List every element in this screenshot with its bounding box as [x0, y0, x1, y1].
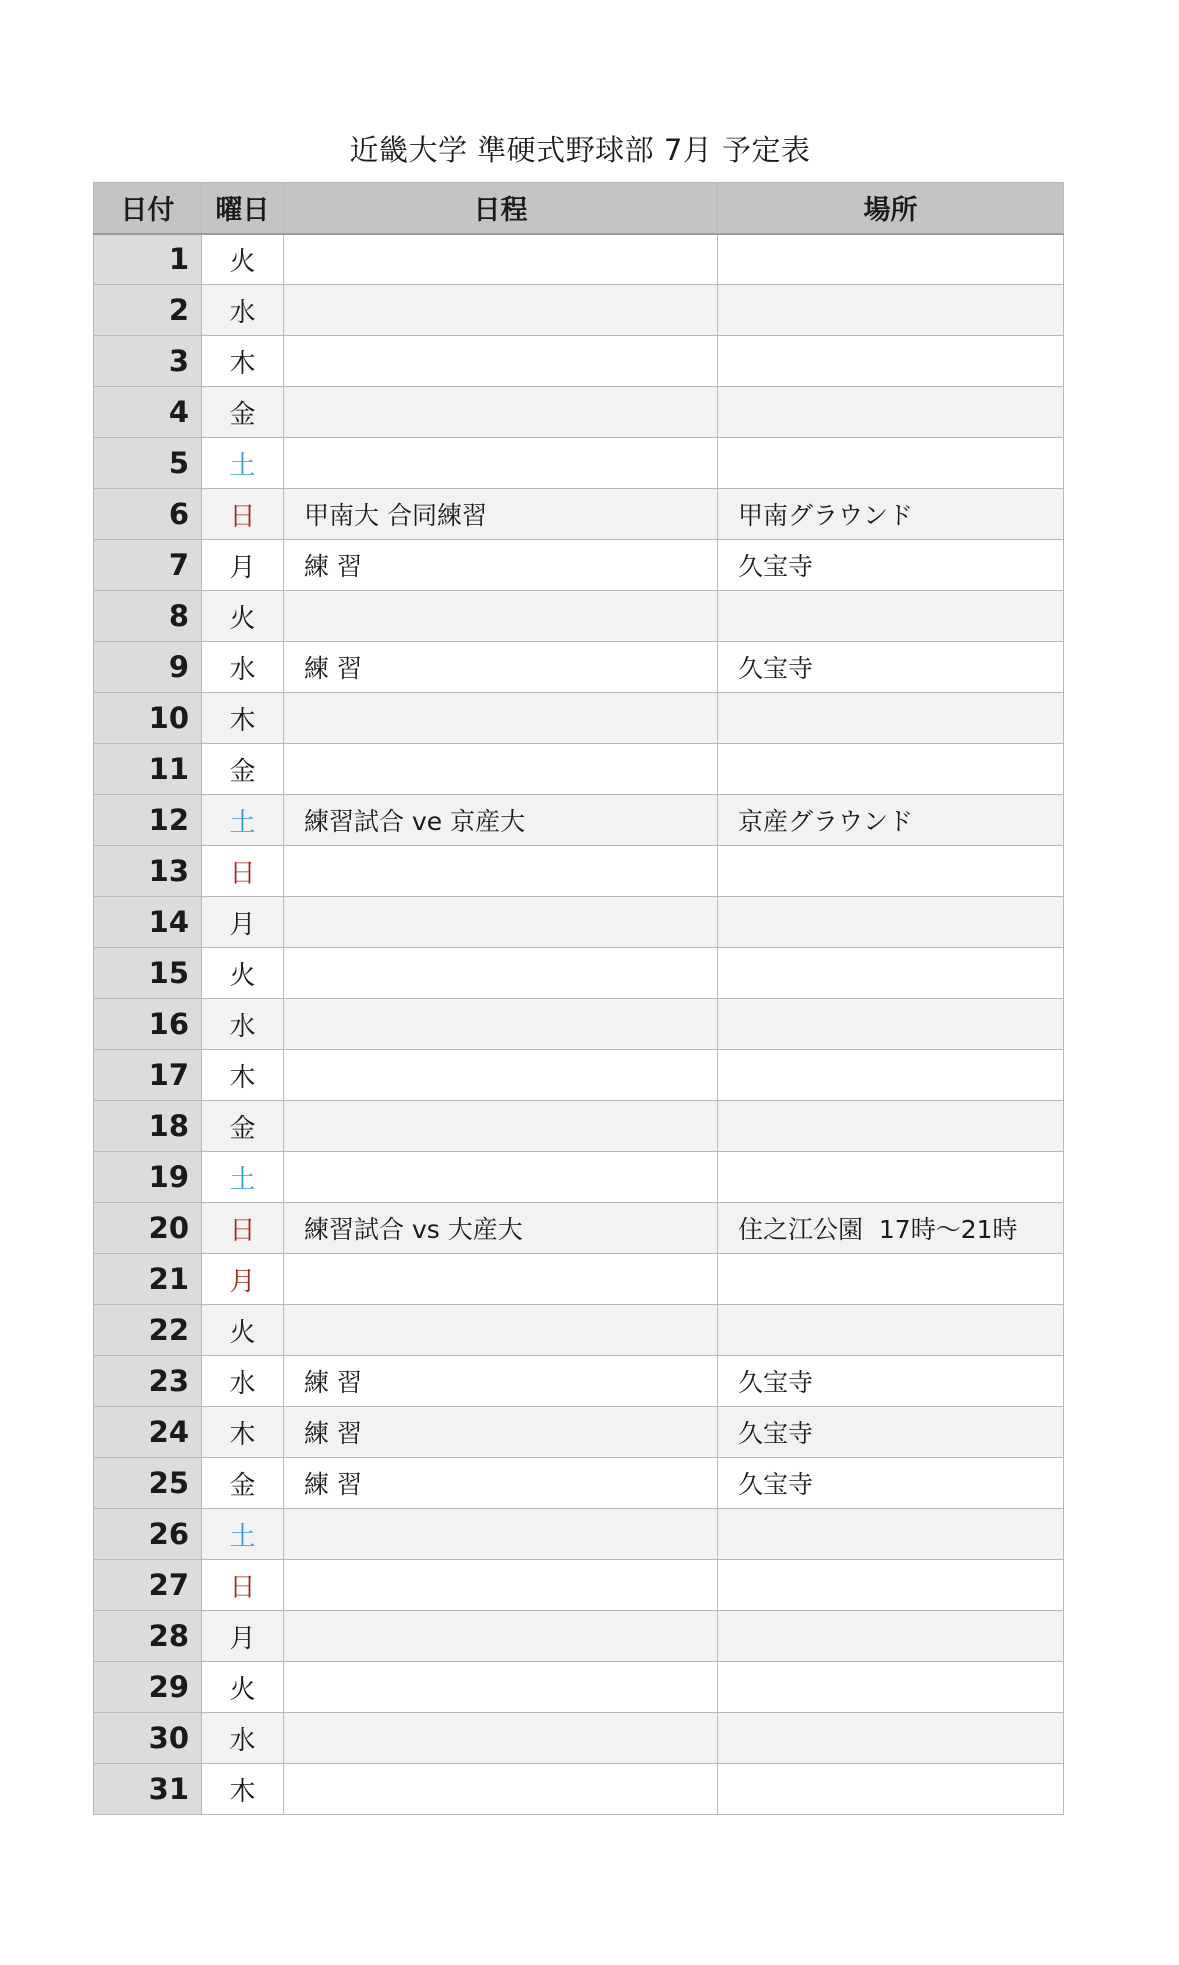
date-cell: 27 [94, 1560, 202, 1611]
place-cell [718, 1509, 1064, 1560]
schedule-cell [284, 1254, 718, 1305]
day-of-week-cell: 火 [202, 1662, 284, 1713]
place-cell [718, 1050, 1064, 1101]
table-row [94, 1509, 1064, 1560]
table-row [94, 1050, 1064, 1101]
place-cell [718, 285, 1064, 336]
day-of-week-cell: 木 [202, 1050, 284, 1101]
date-cell: 6 [94, 489, 202, 540]
place-cell [718, 1764, 1064, 1815]
place-cell [718, 1152, 1064, 1203]
place-cell: 久宝寺 [718, 642, 1064, 693]
place-cell [718, 948, 1064, 999]
schedule-cell [284, 693, 718, 744]
day-of-week-cell: 日 [202, 489, 284, 540]
day-of-week-cell: 土 [202, 795, 284, 846]
schedule-cell: 練 習 [284, 1356, 718, 1407]
day-of-week-cell: 日 [202, 1560, 284, 1611]
place-cell: 久宝寺 [718, 1407, 1064, 1458]
day-of-week-cell: 水 [202, 1356, 284, 1407]
schedule-cell [284, 1305, 718, 1356]
schedule-cell: 練 習 [284, 540, 718, 591]
date-cell: 14 [94, 897, 202, 948]
day-of-week-cell: 日 [202, 1203, 284, 1254]
day-of-week-cell: 木 [202, 336, 284, 387]
date-cell: 29 [94, 1662, 202, 1713]
day-of-week-cell: 土 [202, 1152, 284, 1203]
day-of-week-cell: 金 [202, 387, 284, 438]
schedule-cell [284, 1662, 718, 1713]
table-row [94, 642, 1064, 693]
date-cell: 13 [94, 846, 202, 897]
table-row [94, 744, 1064, 795]
table-row [94, 438, 1064, 489]
day-of-week-cell: 月 [202, 897, 284, 948]
schedule-cell: 練習試合 ve 京産大 [284, 795, 718, 846]
date-cell: 31 [94, 1764, 202, 1815]
day-of-week-cell: 月 [202, 540, 284, 591]
place-cell [718, 336, 1064, 387]
schedule-cell [284, 948, 718, 999]
schedule-cell [284, 285, 718, 336]
schedule-cell [284, 387, 718, 438]
schedule-cell [284, 999, 718, 1050]
table-row [94, 285, 1064, 336]
table-row [94, 1203, 1064, 1254]
day-of-week-cell: 木 [202, 1764, 284, 1815]
table-row [94, 948, 1064, 999]
day-of-week-cell: 火 [202, 948, 284, 999]
table-row [94, 1764, 1064, 1815]
schedule-cell [284, 744, 718, 795]
day-of-week-cell: 金 [202, 744, 284, 795]
day-of-week-cell: 火 [202, 1305, 284, 1356]
place-cell: 住之江公園 17時〜21時 [718, 1203, 1064, 1254]
date-cell: 22 [94, 1305, 202, 1356]
schedule-cell [284, 1509, 718, 1560]
table-row [94, 489, 1064, 540]
date-cell: 5 [94, 438, 202, 489]
table-row [94, 1662, 1064, 1713]
date-cell: 19 [94, 1152, 202, 1203]
place-cell [718, 744, 1064, 795]
schedule-cell: 練 習 [284, 1458, 718, 1509]
day-of-week-cell: 木 [202, 1407, 284, 1458]
place-cell [718, 897, 1064, 948]
schedule-cell [284, 438, 718, 489]
table-row [94, 1407, 1064, 1458]
schedule-cell [284, 1611, 718, 1662]
place-cell [718, 1662, 1064, 1713]
table-row [94, 591, 1064, 642]
header-place: 場所 [718, 183, 1064, 234]
date-cell: 25 [94, 1458, 202, 1509]
schedule-cell [284, 1101, 718, 1152]
table-row [94, 1305, 1064, 1356]
place-cell [718, 591, 1064, 642]
table-row [94, 540, 1064, 591]
schedule-cell [284, 591, 718, 642]
table-row [94, 1152, 1064, 1203]
schedule-cell [284, 1560, 718, 1611]
day-of-week-cell: 水 [202, 999, 284, 1050]
schedule-body [94, 234, 1064, 1815]
table-row [94, 387, 1064, 438]
place-cell: 甲南グラウンド [718, 489, 1064, 540]
table-row [94, 1356, 1064, 1407]
schedule-table [93, 182, 1064, 1815]
place-cell [718, 693, 1064, 744]
date-cell: 20 [94, 1203, 202, 1254]
date-cell: 18 [94, 1101, 202, 1152]
table-row [94, 846, 1064, 897]
schedule-cell [284, 1050, 718, 1101]
day-of-week-cell: 水 [202, 1713, 284, 1764]
place-cell [718, 1713, 1064, 1764]
place-cell [718, 1101, 1064, 1152]
place-cell [718, 846, 1064, 897]
date-cell: 2 [94, 285, 202, 336]
table-row [94, 795, 1064, 846]
date-cell: 17 [94, 1050, 202, 1101]
date-cell: 26 [94, 1509, 202, 1560]
schedule-cell [284, 897, 718, 948]
place-cell [718, 234, 1064, 285]
day-of-week-cell: 火 [202, 234, 284, 285]
schedule-cell: 練習試合 vs 大産大 [284, 1203, 718, 1254]
date-cell: 10 [94, 693, 202, 744]
day-of-week-cell: 木 [202, 693, 284, 744]
header-row [94, 183, 1064, 234]
day-of-week-cell: 日 [202, 846, 284, 897]
date-cell: 4 [94, 387, 202, 438]
date-cell: 8 [94, 591, 202, 642]
header-date: 日付 [94, 183, 202, 234]
place-cell [718, 1305, 1064, 1356]
table-row [94, 897, 1064, 948]
place-cell [718, 387, 1064, 438]
table-row [94, 1713, 1064, 1764]
schedule-cell [284, 1713, 718, 1764]
date-cell: 12 [94, 795, 202, 846]
schedule-cell [284, 336, 718, 387]
date-cell: 24 [94, 1407, 202, 1458]
table-row [94, 1560, 1064, 1611]
schedule-cell [284, 1152, 718, 1203]
date-cell: 21 [94, 1254, 202, 1305]
day-of-week-cell: 月 [202, 1254, 284, 1305]
schedule-cell: 練 習 [284, 642, 718, 693]
page-title: 近畿大学 準硬式野球部 7月 予定表 [349, 133, 811, 167]
day-of-week-cell: 火 [202, 591, 284, 642]
table-row [94, 1458, 1064, 1509]
place-cell: 久宝寺 [718, 540, 1064, 591]
place-cell [718, 1560, 1064, 1611]
place-cell: 京産グラウンド [718, 795, 1064, 846]
schedule-cell [284, 1764, 718, 1815]
day-of-week-cell: 水 [202, 285, 284, 336]
schedule-cell: 甲南大 合同練習 [284, 489, 718, 540]
schedule-cell [284, 846, 718, 897]
date-cell: 1 [94, 234, 202, 285]
table-row [94, 234, 1064, 285]
day-of-week-cell: 土 [202, 438, 284, 489]
date-cell: 23 [94, 1356, 202, 1407]
date-cell: 11 [94, 744, 202, 795]
table-row [94, 1254, 1064, 1305]
day-of-week-cell: 月 [202, 1611, 284, 1662]
date-cell: 30 [94, 1713, 202, 1764]
schedule-cell [284, 234, 718, 285]
header-day-of-week: 曜日 [202, 183, 284, 234]
day-of-week-cell: 金 [202, 1101, 284, 1152]
place-cell: 久宝寺 [718, 1458, 1064, 1509]
date-cell: 7 [94, 540, 202, 591]
date-cell: 3 [94, 336, 202, 387]
day-of-week-cell: 金 [202, 1458, 284, 1509]
header-schedule: 日程 [284, 183, 718, 234]
place-cell [718, 999, 1064, 1050]
place-cell [718, 438, 1064, 489]
date-cell: 16 [94, 999, 202, 1050]
table-row [94, 999, 1064, 1050]
table-row [94, 693, 1064, 744]
place-cell: 久宝寺 [718, 1356, 1064, 1407]
date-cell: 15 [94, 948, 202, 999]
date-cell: 28 [94, 1611, 202, 1662]
table-row [94, 1101, 1064, 1152]
date-cell: 9 [94, 642, 202, 693]
place-cell [718, 1254, 1064, 1305]
table-row [94, 1611, 1064, 1662]
day-of-week-cell: 土 [202, 1509, 284, 1560]
schedule-cell: 練 習 [284, 1407, 718, 1458]
table-row [94, 336, 1064, 387]
place-cell [718, 1611, 1064, 1662]
day-of-week-cell: 水 [202, 642, 284, 693]
